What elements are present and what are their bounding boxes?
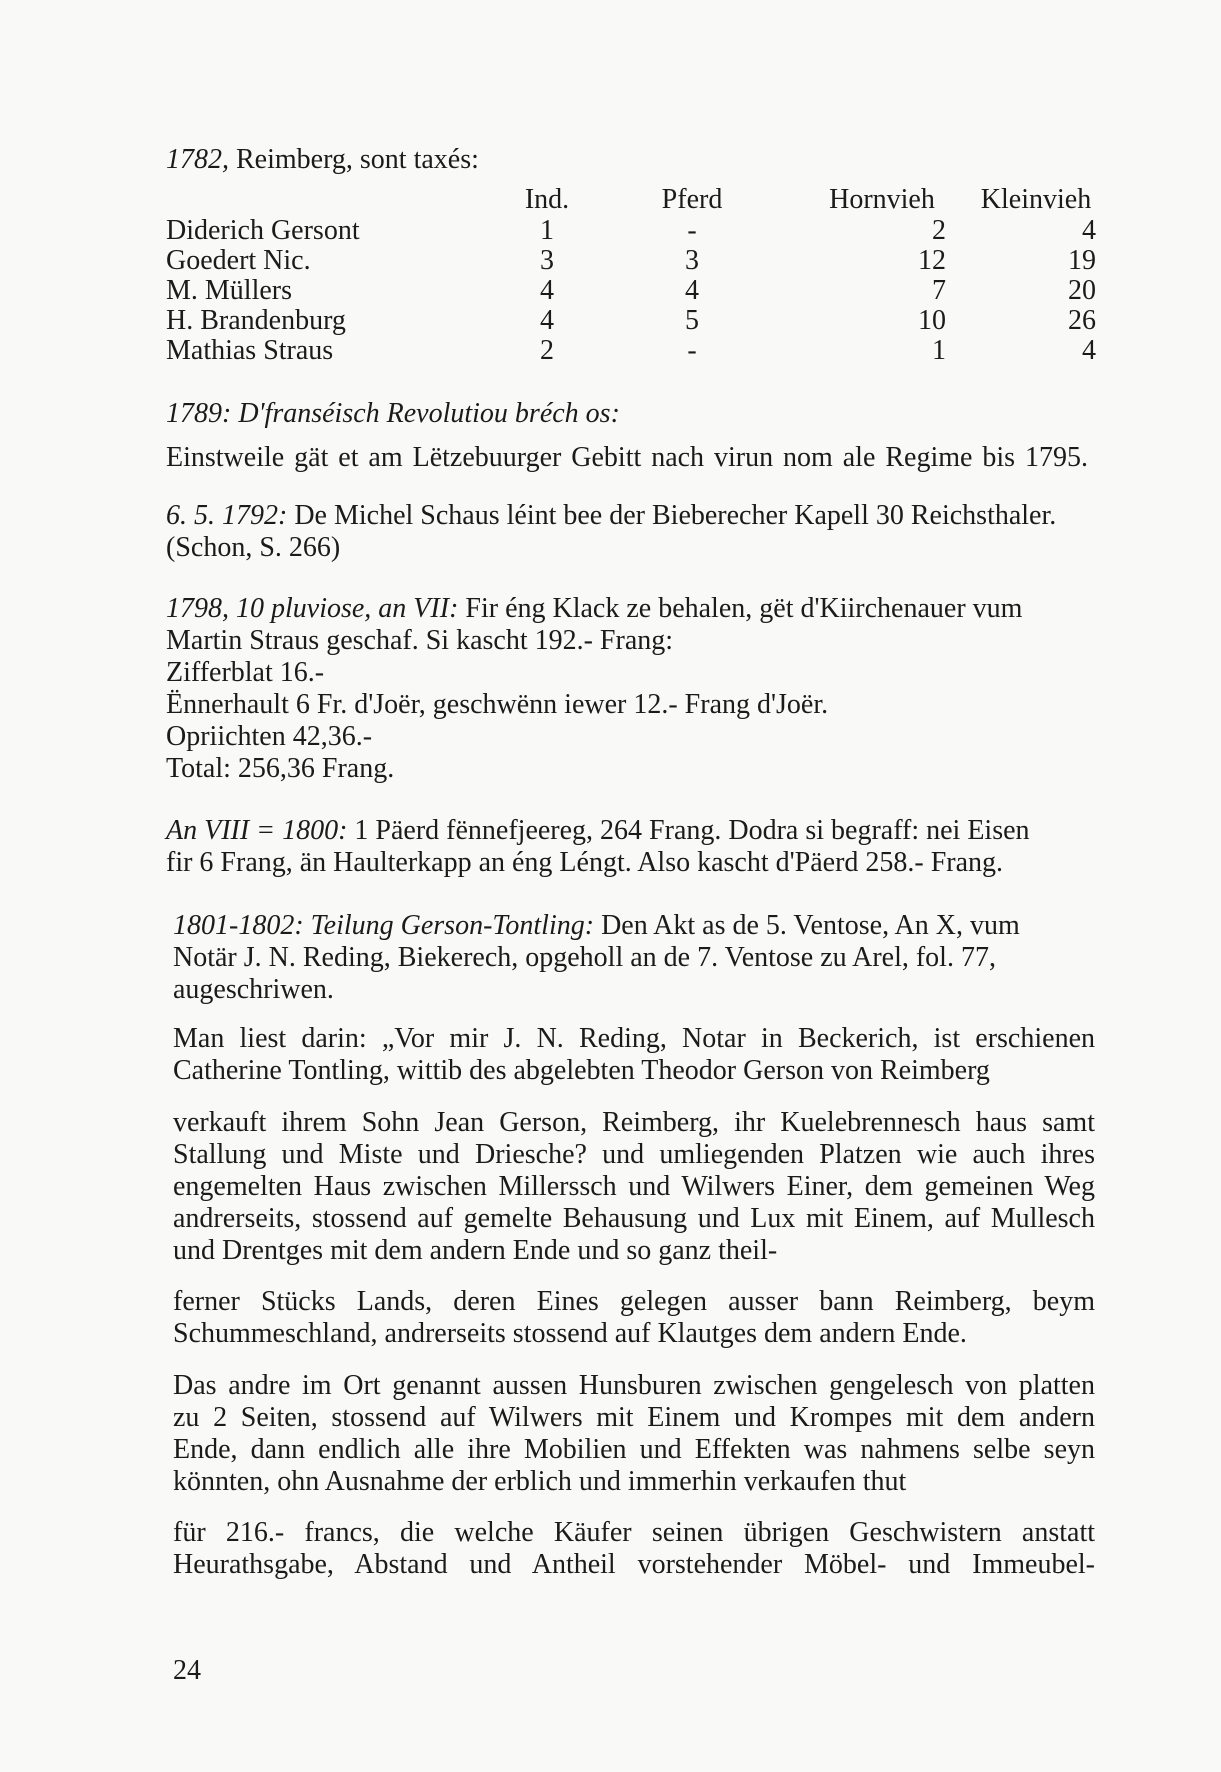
page-number: 24 (173, 1655, 201, 1686)
row-name: Goedert Nic. (166, 245, 311, 276)
row-kleinvieh: 4 (1082, 335, 1096, 366)
row-hornvieh: 7 (932, 275, 946, 306)
row-ind: 4 (540, 275, 554, 306)
row-hornvieh: 1 (932, 335, 946, 366)
entry-1798-line6: Total: 256,36 Frang. (166, 753, 395, 784)
row-ind: 4 (540, 305, 554, 336)
quote2-line3: engemelten Haus zwischen Millerssch und Wilwers Einer, dem gemeinen Weg (173, 1171, 1095, 1202)
quote2-line2: Stallung und Miste und Driesche? und umliegenden Platzen wie auch ihres (173, 1139, 1095, 1170)
quote5-line1: für 216.- francs, die welche Käufer seinen übrigen Geschwistern anstatt (173, 1517, 1095, 1548)
quote1-line1: Man liest darin: „Vor mir J. N. Reding, Notar in Beckerich, ist erschienen (173, 1023, 1095, 1054)
entry-1798-line4: Ënnerhault 6 Fr. d'Joër, geschwënn iewer 12.- Frang d'Joër. (166, 689, 829, 720)
entry-1798-line5: Opriichten 42,36.- (166, 721, 373, 752)
entry-1798-line3: Zifferblat 16.- (166, 657, 325, 688)
header-kleinvieh: Kleinvieh (980, 184, 1092, 215)
table-row (166, 304, 1096, 337)
entry-1800-line2: fir 6 Frang, än Haulterkapp an éng Léngt. Also kascht d'Päerd 258.- Frang. (166, 847, 1004, 878)
text-1789: Einstweile gät et am Lëtzebuurger Gebitt nach virun nom ale Regime bis 1795. (166, 442, 1088, 473)
row-hornvieh: 2 (932, 215, 946, 246)
row-pferd: 3 (685, 245, 699, 276)
row-pferd: - (687, 215, 697, 246)
header-ind: Ind. (524, 184, 570, 215)
quote2-line4: andrerseits, stossend auf gemelte Behausung und Lux mit Einem, auf Mullesch (173, 1203, 1095, 1234)
row-name: Diderich Gersont (166, 215, 360, 246)
quote4-line1: Das andre im Ort genannt aussen Hunsburen zwischen gengelesch von platten (173, 1370, 1095, 1401)
intro-text: Reimberg, sont taxés: (229, 144, 479, 175)
entry-1800-line1: An VIII = 1800: 1 Päerd fënnefjeereg, 264 Frang. Dodra si begraff: nei Eisen (166, 815, 1030, 846)
row-kleinvieh: 26 (1068, 305, 1096, 336)
quote3-line1: ferner Stücks Lands, deren Eines gelegen ausser bann Reimberg, beym (173, 1286, 1095, 1317)
quote2-line5: und Drentges mit dem andern Ende und so ganz theil- (173, 1235, 778, 1266)
quote4-line4: könnten, ohn Ausnahme der erblich und immerhin verkaufen thut (173, 1466, 907, 1497)
row-name: H. Brandenburg (166, 305, 346, 336)
entry-1800-date: An VIII = 1800: (166, 815, 348, 846)
row-kleinvieh: 19 (1068, 245, 1096, 276)
quote2-line1: verkauft ihrem Sohn Jean Gerson, Reimberg, ihr Kuelebrennesch haus samt (173, 1107, 1095, 1138)
table-row (166, 274, 1096, 307)
row-ind: 1 (540, 215, 554, 246)
entry-1801-date: 1801-1802: Teilung Gerson-Tontling: (173, 910, 595, 941)
table-row (166, 214, 1096, 247)
entry-1798-line2: Martin Straus geschaf. Si kascht 192.- Frang: (166, 625, 674, 656)
row-pferd: 5 (685, 305, 699, 336)
row-ind: 2 (540, 335, 554, 366)
quote5-line2: Heurathsgabe, Abstand und Antheil vorstehender Möbel- und Immeubel- (173, 1549, 1095, 1580)
row-name: Mathias Straus (166, 335, 334, 366)
entry-1792-line1: 6. 5. 1792: De Michel Schaus léint bee der Bieberecher Kapell 30 Reichsthaler. (166, 500, 1057, 531)
quote1-line2: Catherine Tontling, wittib des abgelebten Theodor Gerson von Reimberg (173, 1055, 990, 1086)
entry-1801-line3: augeschriwen. (173, 974, 334, 1005)
entry-1798-line1: 1798, 10 pluviose, an VII: Fir éng Klack ze behalen, gët d'Kiirchenauer vum (166, 593, 1023, 624)
intro-year: 1782, (166, 144, 229, 175)
quote4-line2: zu 2 Seiten, stossend auf Wilwers mit Einem und Krompes mit dem andern (173, 1402, 1095, 1433)
entry-1801-line2: Notär J. N. Reding, Biekerech, opgeholl an de 7. Ventose zu Arel, fol. 77, (173, 942, 996, 973)
row-hornvieh: 10 (918, 305, 946, 336)
quote3-line2: Schummeschland, andrerseits stossend auf Klautges dem andern Ende. (173, 1318, 967, 1349)
row-kleinvieh: 4 (1082, 215, 1096, 246)
header-pferd: Pferd (661, 184, 723, 215)
heading-1789: 1789: D'franséisch Revolutiou bréch os: (166, 398, 620, 429)
table-row (166, 244, 1096, 277)
header-hornvieh: Hornvieh (829, 184, 935, 215)
table-row (166, 334, 1096, 367)
row-name: M. Müllers (166, 275, 292, 306)
entry-1798-date: 1798, 10 pluviose, an VII: (166, 593, 459, 624)
row-pferd: - (687, 335, 697, 366)
row-pferd: 4 (685, 275, 699, 306)
entry-1792-date: 6. 5. 1792: (166, 500, 288, 531)
quote4-line3: Ende, dann endlich alle ihre Mobilien und Effekten was nahmens selbe seyn (173, 1434, 1095, 1465)
intro-line (166, 143, 1096, 176)
row-ind: 3 (540, 245, 554, 276)
row-hornvieh: 12 (918, 245, 946, 276)
entry-1792-line2: (Schon, S. 266) (166, 532, 341, 563)
entry-1801-line1: 1801-1802: Teilung Gerson-Tontling: Den Akt as de 5. Ventose, An X, vum (173, 910, 1020, 941)
table-header (166, 183, 1092, 216)
row-kleinvieh: 20 (1068, 275, 1096, 306)
